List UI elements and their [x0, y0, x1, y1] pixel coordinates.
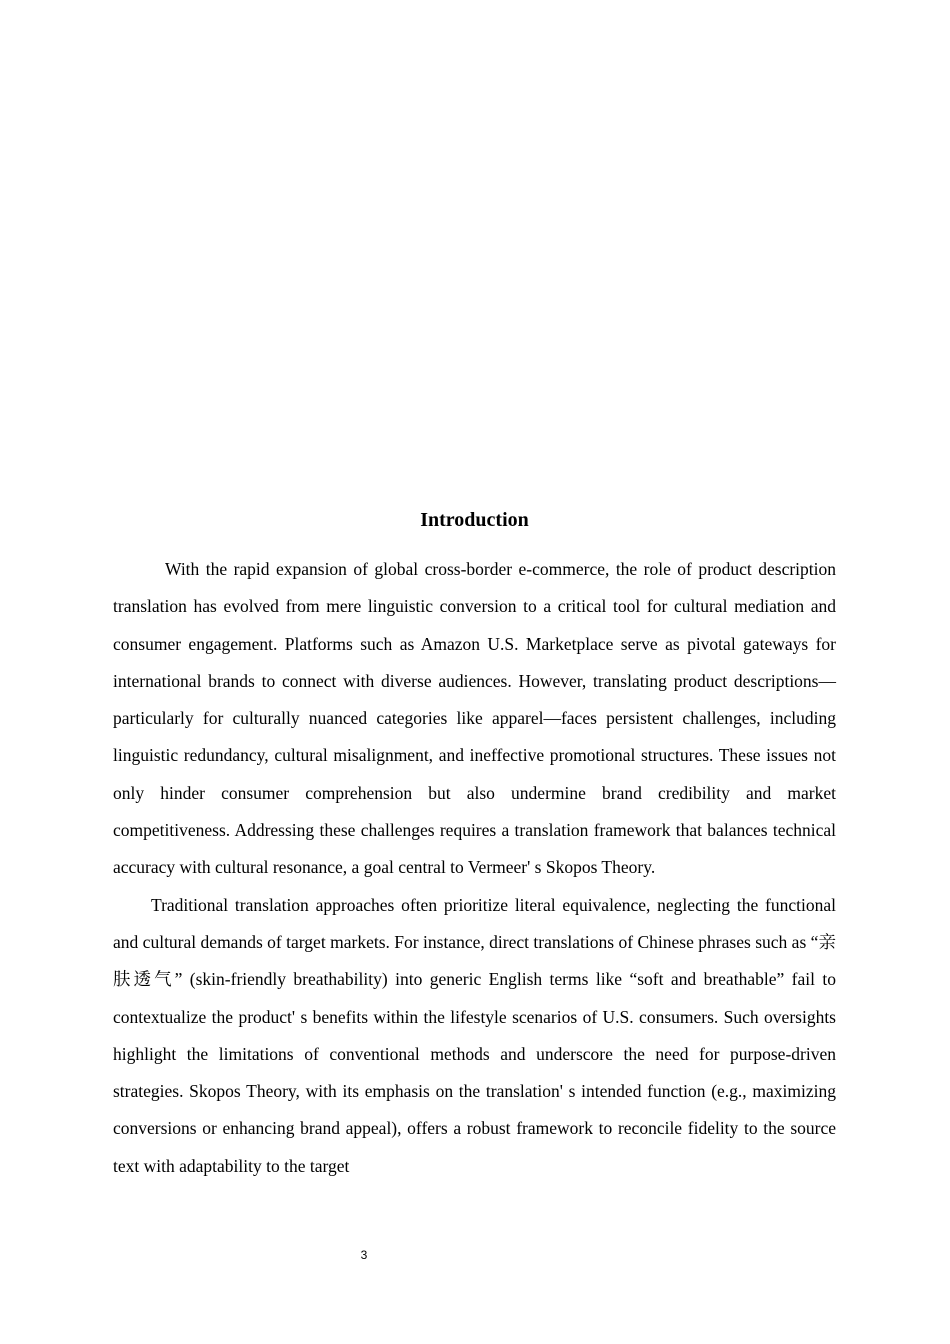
paragraph-1: With the rapid expansion of global cross-border e-commerce, the role of product description translation has evolved from mere linguistic conversion to a critical tool for cultural mediation and consumer engagement. Platforms such as Amazon U.S. Marketplace serve as pivotal gateways for international brands to connect with diverse audiences. However, translating product descriptions—particularly for culturally nuanced categories like apparel—faces persistent challenges, including linguistic redundancy, cultural misalignment, and ineffective promotional structures. These issues not only hinder consumer comprehension but also undermine brand credibility and market competitiveness. Addressing these challenges requires a translation framework that balances technical accuracy with cultural resonance, a goal central to Vermeer' s Skopos Theory.: [113, 559, 836, 878]
body-text: [113, 551, 836, 1185]
paragraph-2: Traditional translation approaches often prioritize literal equivalence, neglecting the functional and cultural demands of target markets. For instance, direct translations of Chinese phrases such as “亲肤透气” (skin-friendly breathability) into generic English terms like “soft and breathable” fail to contextualize the product' s benefits within the lifestyle scenarios of U.S. consumers. Such oversights highlight the limitations of conventional methods and underscore the need for purpose-driven strategies. Skopos Theory, with its emphasis on the translation' s intended function (e.g., maximizing conversions or enhancing brand appeal), offers a robust framework to reconcile fidelity to the source text with adaptability to the target: [113, 894, 836, 1176]
section-heading: Introduction: [420, 509, 529, 531]
page-number: 3: [360, 1248, 368, 1262]
